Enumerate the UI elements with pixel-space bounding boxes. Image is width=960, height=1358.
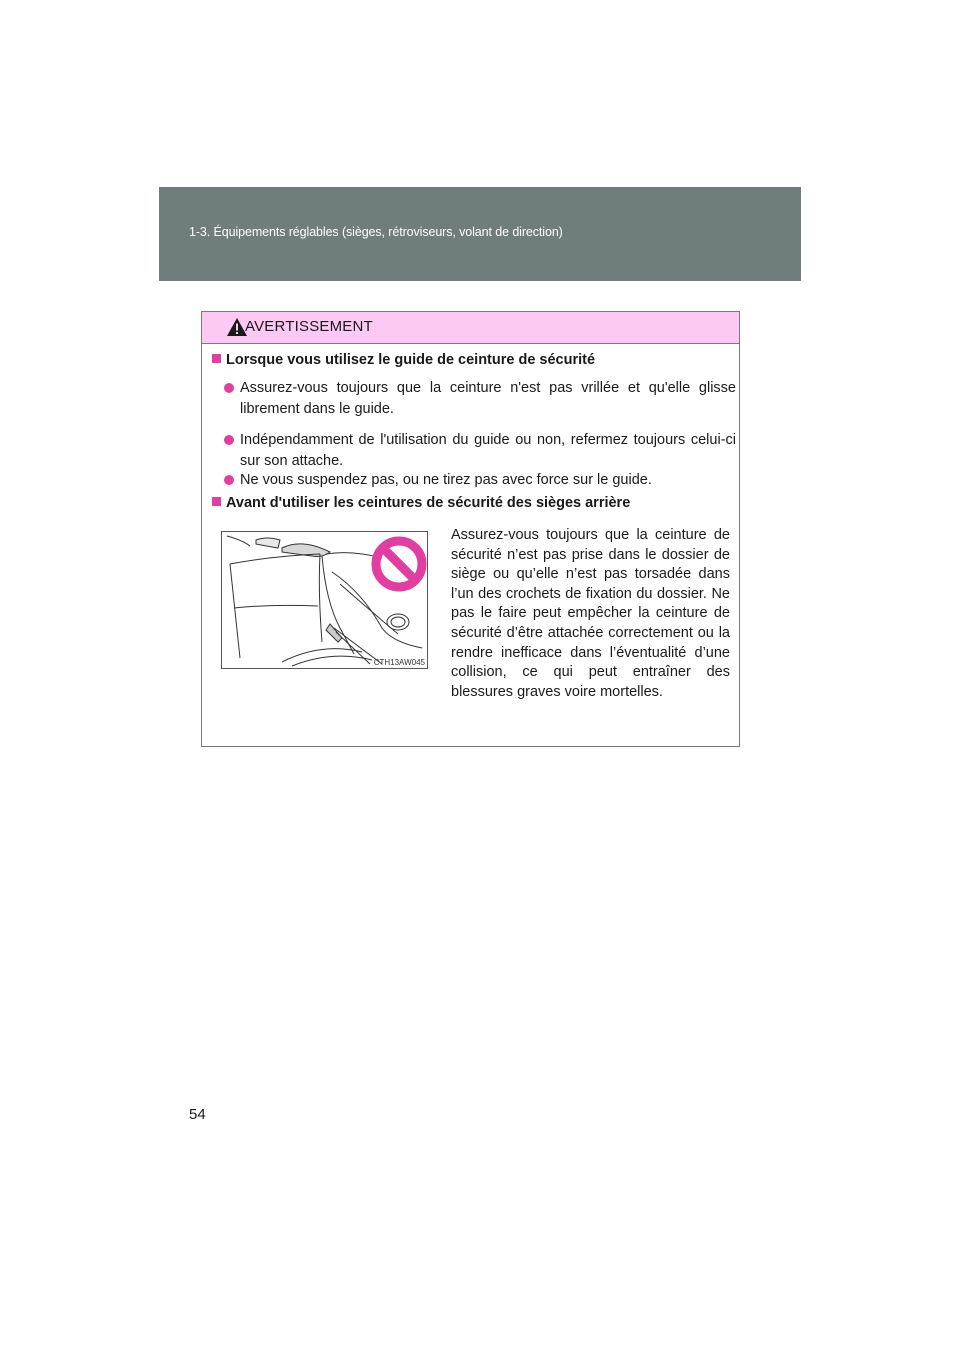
bullet-dot-icon — [224, 435, 234, 445]
warning-box — [201, 311, 740, 747]
list-item: Indépendamment de l'utilisation du guide ou non, refermez toujours celui-ci sur son attache. — [224, 430, 736, 472]
warning-header — [202, 312, 739, 344]
list-item: Ne vous suspendez pas, ou ne tirez pas avec force sur le guide. — [224, 470, 736, 491]
header-band — [159, 187, 801, 281]
rear-seat-warning-text: Assurez-vous toujours que la ceinture de sécurité n’est pas prise dans le dossier de siège ou qu’elle n’est pas torsadée dans l’un des crochets de fixation du dossier. Ne pas le faire peut empêcher la ceinture de sécurité d’être attachée correctement ou la rendre inefficace dans l’éventualité d’une collision, ce qui peut entraîner des blessures graves voire mortelles. — [451, 527, 730, 700]
seat-belt-illustration — [221, 531, 428, 669]
square-bullet-icon — [212, 497, 221, 506]
bullet-dot-icon — [224, 475, 234, 485]
prohibition-icon — [376, 541, 422, 587]
list-item: Assurez-vous toujours que la ceinture n'est pas vrillée et qu'elle glisse librement dans le guide. — [224, 378, 736, 420]
square-bullet-icon — [212, 354, 221, 363]
figure-code: CTH13AW045 — [373, 658, 425, 667]
section-heading: Avant d'utiliser les ceintures de sécurité des sièges arrière — [212, 495, 630, 511]
section-heading: Lorsque vous utilisez le guide de ceinture de sécurité — [212, 352, 595, 368]
warning-title: AVERTISSEMENT — [245, 318, 373, 335]
section-title: 1-3. Équipements réglables (sièges, rétroviseurs, volant de direction) — [189, 225, 563, 239]
bullet-dot-icon — [224, 383, 234, 393]
page-number: 54 — [189, 1106, 206, 1123]
rear-seat-drawing — [222, 532, 427, 668]
